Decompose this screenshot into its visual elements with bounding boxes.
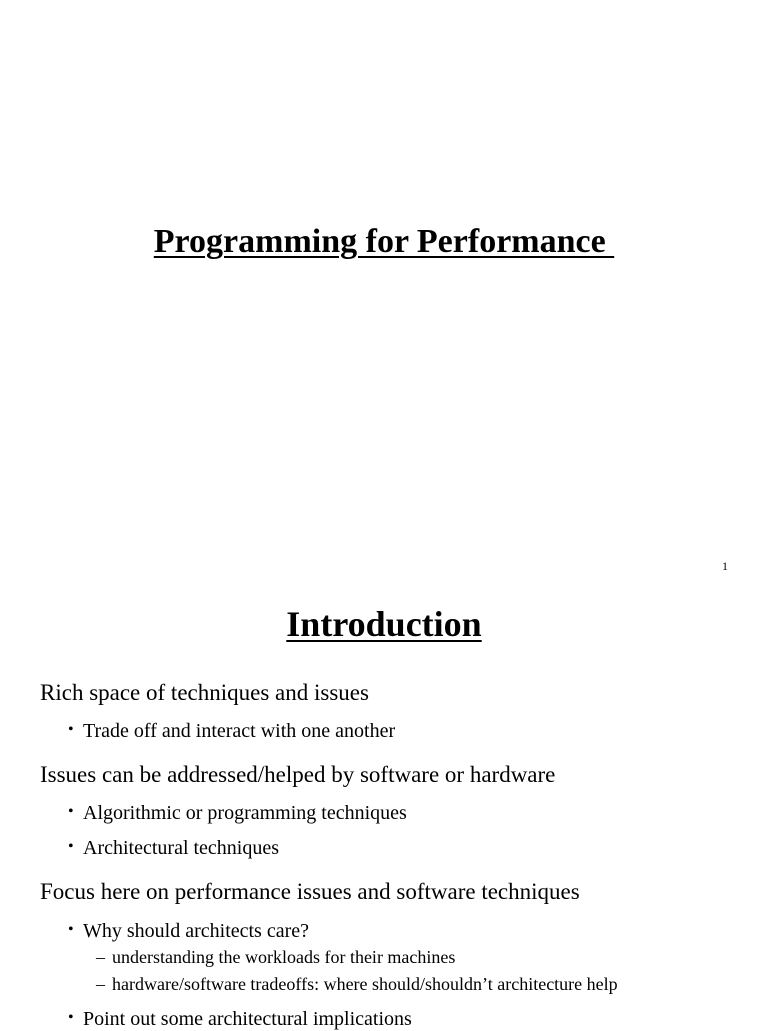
point-issues-addressed: [40, 761, 555, 789]
bullet-marker: •: [68, 803, 74, 820]
subsubpoint-workloads: [96, 946, 455, 968]
bullet-marker: •: [68, 721, 74, 738]
subpoint-text: Architectural techniques: [83, 837, 280, 859]
dash-marker: –: [96, 974, 105, 994]
page-number: 1: [722, 559, 728, 573]
bullet-marker: •: [68, 838, 74, 855]
subpoint-trade-off: [68, 718, 395, 743]
subsubpoint-text: hardware/software tradeoffs: where should/shouldn’t architecture help: [112, 974, 618, 994]
subpoint-text: Point out some architectural implications: [83, 1008, 412, 1030]
slide-title-programming-for-performance: Programming for Performance: [153, 223, 615, 260]
point-rich-space: [40, 679, 369, 707]
subsubpoint-tradeoffs: [96, 973, 618, 995]
subpoint-architectural: [68, 835, 279, 860]
subpoint-architectural-implications: [68, 1006, 412, 1031]
subpoint-text: Trade off and interact with one another: [83, 720, 396, 742]
point-text: Focus here on performance issues and software techniques: [40, 879, 580, 904]
point-text: Issues can be addressed/helped by software or hardware: [40, 762, 556, 787]
slide-title-introduction: Introduction: [286, 604, 482, 644]
bullet-marker: •: [68, 1009, 74, 1026]
dash-marker: –: [96, 947, 105, 967]
bullet-marker: •: [68, 921, 74, 938]
subpoint-text: Why should architects care?: [83, 920, 310, 942]
subpoint-algorithmic: [68, 800, 407, 825]
point-text: Rich space of techniques and issues: [40, 680, 369, 705]
subpoint-why-care: [68, 918, 309, 943]
subpoint-text: Algorithmic or programming techniques: [83, 802, 407, 824]
point-focus-here: [40, 878, 580, 906]
subsubpoint-text: understanding the workloads for their machines: [112, 947, 456, 967]
